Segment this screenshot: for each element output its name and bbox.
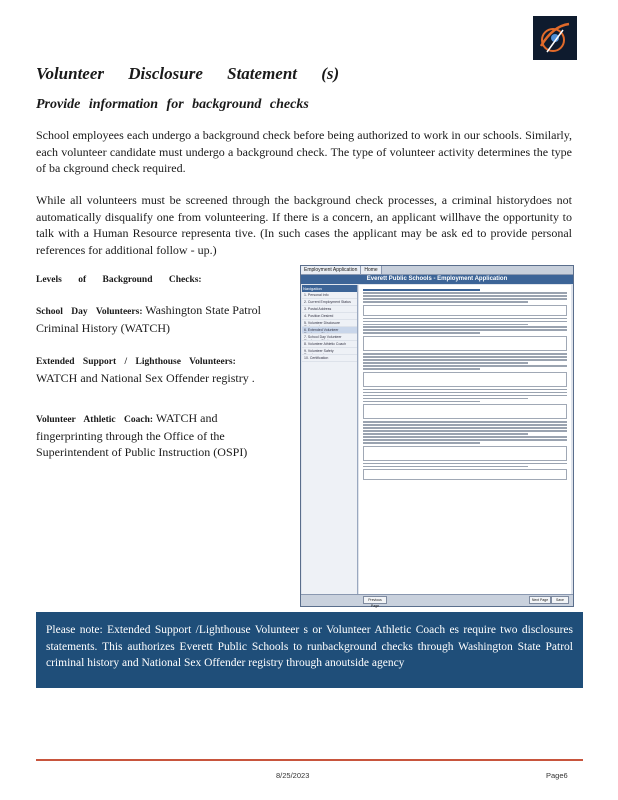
nav-item: 1. Personal Info — [302, 292, 357, 299]
level-item — [36, 410, 276, 460]
screenshot-nav — [302, 285, 358, 594]
next-page-button: Next Page — [529, 596, 551, 604]
level-item — [36, 302, 276, 336]
level-text: WATCH and fingerprinting through the Office of the Superintendent of Public Instruction (OSPI) — [36, 411, 248, 459]
level-item — [36, 352, 276, 386]
tab-employment-application: Employment Application — [301, 266, 361, 274]
nav-heading: Navigation — [302, 285, 357, 292]
screenshot-form-body — [359, 285, 571, 594]
page-number: Page6 — [546, 771, 568, 780]
nav-item: 10. Certification — [302, 355, 357, 362]
page-title: Volunteer Disclosure Statement (s) — [36, 64, 340, 83]
logo-emblem-icon — [533, 16, 577, 60]
intro-paragraph: School employees each undergo a background check before being authorized to work in our schools. Similarly, each volunteer candidate must undergo a background check. The type of volunteer activity determines the type of ba ckground check required. — [36, 128, 572, 175]
levels-heading: Levels of Background Checks: — [36, 275, 202, 285]
application-screenshot — [300, 265, 574, 607]
screenshot-header: Everett Public Schools - Employment Application — [301, 275, 573, 284]
level-label: School Day Volunteers: — [36, 307, 143, 317]
nav-item: 7. School Day Volunteer Disclosure Stmt — [302, 334, 357, 341]
nav-item-selected: 6. Extended Volunteer Disclosure Stmt — [302, 327, 357, 334]
level-label: Extended Support / Lighthouse Volunteers: — [36, 357, 236, 367]
note-text: Please note: Extended Support /Lighthouse Volunteer s or Volunteer Athletic Coach es require two disclosures statements. This authorizes Everett Public Schools to runbackground checks through Washington State Patrol criminal history and National Sex Offender registry through anoutside agency — [46, 624, 573, 669]
level-label: Volunteer Athletic Coach: — [36, 415, 154, 425]
district-logo — [533, 16, 577, 60]
nav-item: 2. Current Employment Status — [302, 299, 357, 306]
level-text: Washington State Patrol Criminal History (WATCH) — [36, 303, 261, 335]
footer-divider — [36, 759, 583, 761]
nav-item: 3. Postal Address — [302, 306, 357, 313]
tab-home: Home — [361, 266, 381, 274]
note-box — [36, 612, 583, 688]
level-text: WATCH and National Sex Offender registry . — [36, 371, 255, 385]
screenshot-tabs — [301, 266, 573, 275]
nav-item: 5. Volunteer Disclosure Statement — [302, 320, 357, 327]
previous-page-button: Previous Page — [363, 596, 387, 604]
footer-date: 8/25/2023 — [276, 771, 310, 780]
page-subtitle: Provide information for background checks — [36, 97, 309, 112]
nav-item: 4. Position Desired — [302, 313, 357, 320]
nav-item: 9. Volunteer Safety Requirements — [302, 348, 357, 355]
nav-item: 8. Volunteer Athletic Coach — [302, 341, 357, 348]
screening-paragraph: While all volunteers must be screened through the background check processes, a criminal historydoes not automatically disqualify one from volunteering. If there is a concern, an applicant willhave the opportunity to talk with a Human Resource representa tive. (In such cases the applicant may be ask ed to provide personal references for additional follow - up.) — [36, 193, 572, 257]
screenshot-footer — [301, 594, 573, 606]
save-button: Save — [551, 596, 569, 604]
